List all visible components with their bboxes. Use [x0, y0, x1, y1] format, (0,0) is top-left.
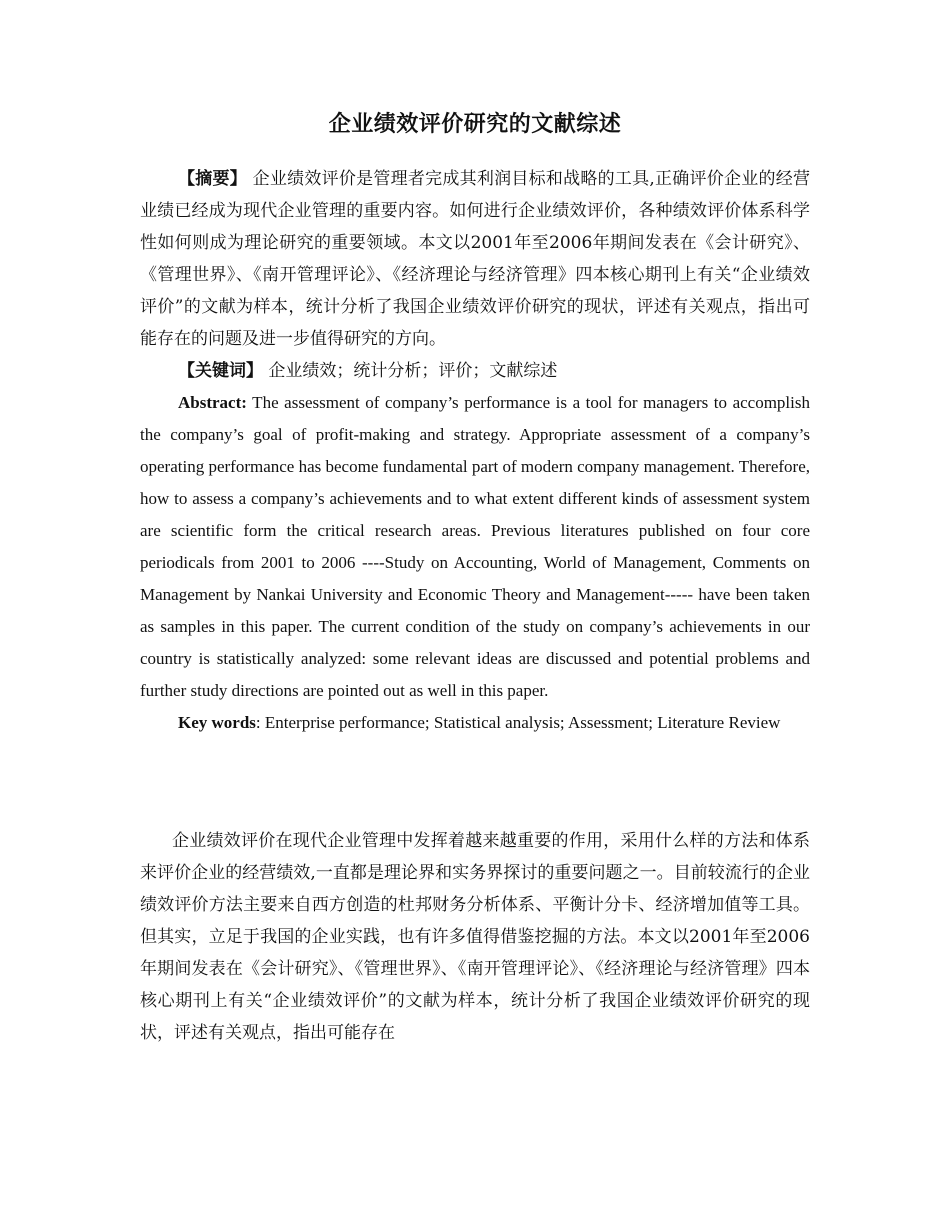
paper-title: 企业绩效评价研究的文献综述 [328, 111, 622, 137]
abstract-cn-label: 【摘要】 [178, 168, 247, 189]
section-gap [140, 739, 810, 825]
body-paragraph: 企业绩效评价在现代企业管理中发挥着越来越重要的作用，采用什么样的方法和体系来评价企业的经营绩效,一直都是理论界和实务界探讨的重要问题之一。目前较流行的企业绩效评价方法主要来自西方创造的杜邦财务分析体系、平衡计分卡、经济增加值等工具。但其实，立足于我国的企业实践，也有许多值得借鉴挖掘的方法。本文以2001年至2006年期间发表在《会计研究》、《管理世界》、《南开管理评论》、《经济理论与经济管理》四本核心期刊上有关“企业绩效评价”的文献为样本，统计分析了我国企业绩效评价研究的现状，评述有关观点，指出可能存在 [140, 830, 810, 1043]
abstract-en-text: The assessment of company’s performance is a tool for managers to accomplish the company’s goal of profit-making and strategy. Appropriate assessment of a company’s operating performance has become fundamental part of modern company management. Therefore, how to assess a company’s achievements and to what extent different kinds of assessment system are scientific form the critical research areas. Previous literatures published on four core periodicals from 2001 to 2006 ----Study on Accounting, World of Management, Comments on Management by Nankai University and Economic Theory and Management----- have been taken as samples in this paper. The current condition of the study on company’s achievements in our country is statistically analyzed: some relevant ideas are discussed and potential problems and further study directions are pointed out as well in this paper. [140, 392, 810, 700]
keywords-cn-text: 企业绩效；统计分析；评价；文献综述 [263, 360, 558, 381]
keywords-en-label: Key words [178, 712, 256, 732]
english-abstract [140, 387, 810, 707]
keywords-en-text: : Enterprise performance; Statistical analysis; Assessment; Literature Review [255, 712, 781, 732]
english-keywords [140, 707, 810, 739]
abstract-en-label: Abstract: [178, 392, 247, 412]
chinese-abstract [140, 163, 810, 355]
document-page [140, 110, 810, 1049]
abstract-cn-text: 企业绩效评价是管理者完成其利润目标和战略的工具,正确评价企业的经营业绩已经成为现代企业管理的重要内容。如何进行企业绩效评价，各种绩效评价体系科学性如何则成为理论研究的重要领域。本文以2001年至2006年期间发表在《会计研究》、《管理世界》、《南开管理评论》、《经济理论与经济管理》四本核心期刊上有关“企业绩效评价”的文献为样本，统计分析了我国企业绩效评价研究的现状，评述有关观点，指出可能存在的问题及进一步值得研究的方向。 [140, 168, 811, 349]
chinese-keywords [140, 355, 810, 387]
keywords-cn-label: 【关键词】 [178, 360, 263, 381]
